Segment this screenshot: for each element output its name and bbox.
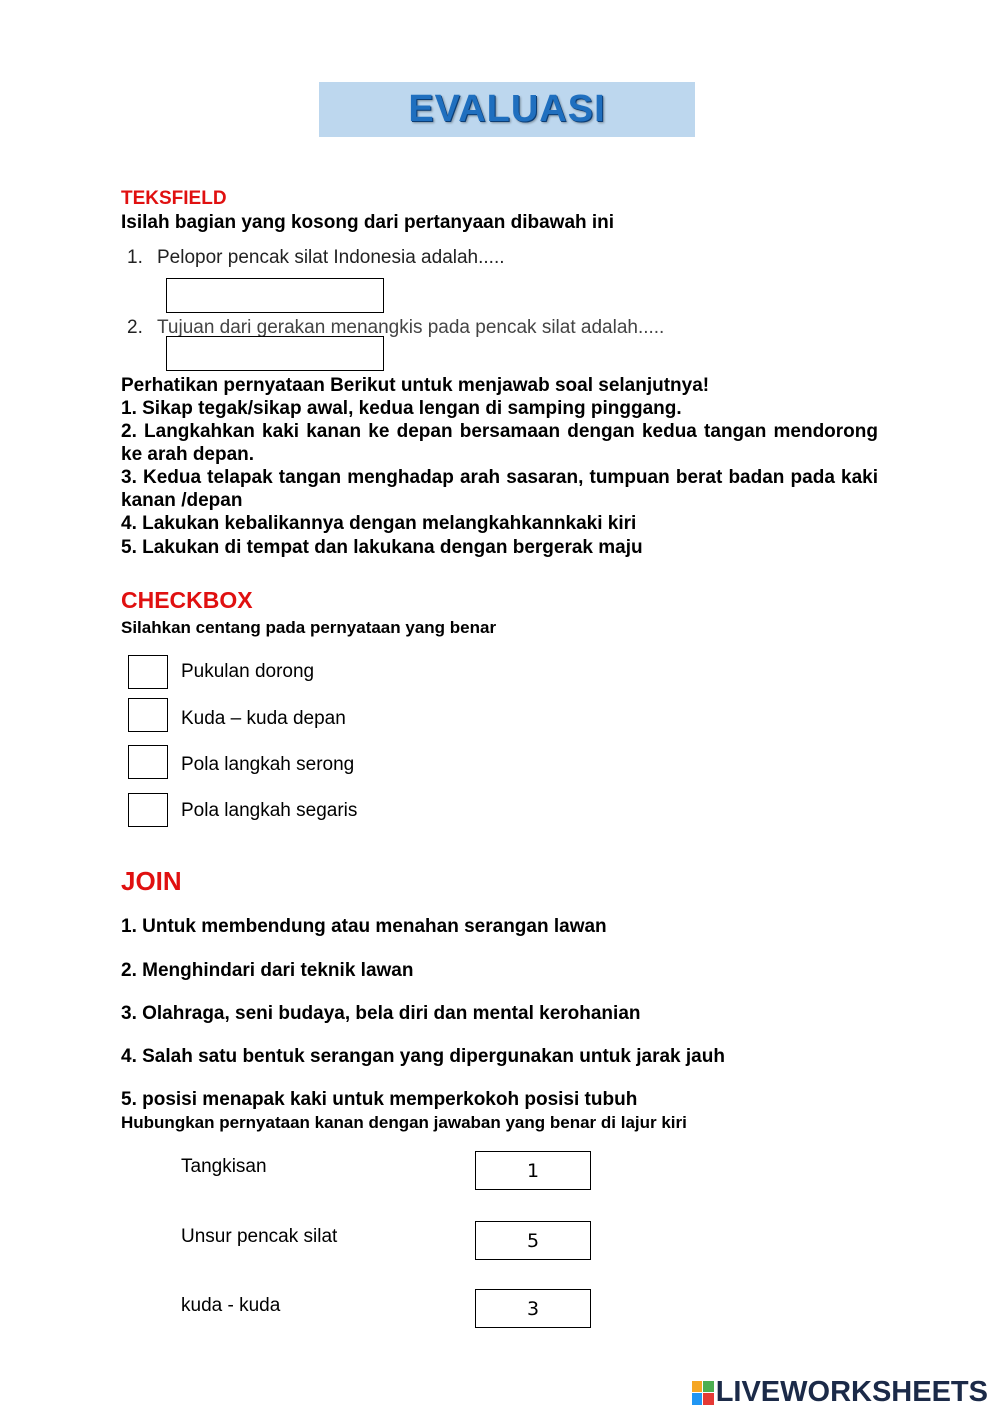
liveworksheets-logo-icon (692, 1381, 714, 1405)
answer-1-input[interactable] (166, 278, 384, 313)
match-term-2: Unsur pencak silat (181, 1226, 338, 1247)
brand-name: LIVEWORKSHEETS (715, 1376, 988, 1408)
match-answer-box-3[interactable] (475, 1289, 591, 1328)
match-answer-box-1[interactable] (475, 1151, 591, 1190)
question-2-text: Tujuan dari gerakan menangkis pada pencak silat adalah..... (157, 317, 665, 338)
join-item-5: 5. posisi menapak kaki untuk memperkokoh posisi tubuh (121, 1089, 638, 1110)
match-answer-2: 5 (526, 1229, 540, 1252)
join-item-4: 4. Salah satu bentuk serangan yang dipergunakan untuk jarak jauh (121, 1046, 725, 1067)
statements-heading: Perhatikan pernyataan Berikut untuk menjawab soal selanjutnya! (121, 375, 710, 396)
match-term-3: kuda - kuda (181, 1295, 281, 1316)
match-answer-3: 3 (526, 1297, 540, 1320)
join-item-3: 3. Olahraga, seni budaya, bela diri dan mental kerohanian (121, 1003, 641, 1024)
checkbox-option-4-label: Pola langkah segaris (181, 800, 358, 821)
checkbox-option-1[interactable] (128, 655, 168, 689)
match-answer-box-2[interactable] (475, 1221, 591, 1260)
teksfield-label: TEKSFIELD (121, 188, 227, 209)
statement-1: 1. Sikap tegak/sikap awal, kedua lengan di samping pinggang. (121, 398, 682, 419)
statement-5: 5. Lakukan di tempat dan lakukana dengan bergerak maju (121, 537, 643, 558)
join-item-1: 1. Untuk membendung atau menahan serangan lawan (121, 916, 607, 937)
title-banner (319, 82, 695, 137)
question-1-number: 1. (127, 247, 143, 268)
statement-3: 3. Kedua telapak tangan menghadap arah sasaran, tumpuan berat badan pada kaki kanan /depan (121, 467, 878, 511)
checkbox-option-4[interactable] (128, 793, 168, 827)
match-term-1: Tangkisan (181, 1156, 267, 1177)
join-instruction: Hubungkan pernyataan kanan dengan jawaban yang benar di lajur kiri (121, 1113, 687, 1132)
answer-2-input[interactable] (166, 336, 384, 371)
match-answer-1: 1 (526, 1159, 540, 1182)
checkbox-option-3-label: Pola langkah serong (181, 754, 355, 775)
checkbox-option-2[interactable] (128, 698, 168, 732)
teksfield-instruction: Isilah bagian yang kosong dari pertanyaan dibawah ini (121, 212, 615, 233)
checkbox-option-3[interactable] (128, 745, 168, 779)
liveworksheets-logo (692, 1376, 988, 1409)
join-item-2: 2. Menghindari dari teknik lawan (121, 960, 414, 981)
statement-2: 2. Langkahkan kaki kanan ke depan bersamaan dengan kedua tangan mendorong ke arah depan. (121, 421, 878, 465)
checkbox-option-2-label: Kuda – kuda depan (181, 708, 346, 729)
checkbox-label: CHECKBOX (121, 587, 253, 613)
page-title: EVALUASI (408, 88, 606, 130)
question-1-text: Pelopor pencak silat Indonesia adalah..... (157, 247, 505, 268)
statement-4: 4. Lakukan kebalikannya dengan melangkahkannkaki kiri (121, 513, 637, 534)
checkbox-instruction: Silahkan centang pada pernyataan yang benar (121, 618, 497, 637)
checkbox-option-1-label: Pukulan dorong (181, 661, 315, 682)
join-label: JOIN (121, 866, 182, 896)
question-2-number: 2. (127, 317, 143, 338)
